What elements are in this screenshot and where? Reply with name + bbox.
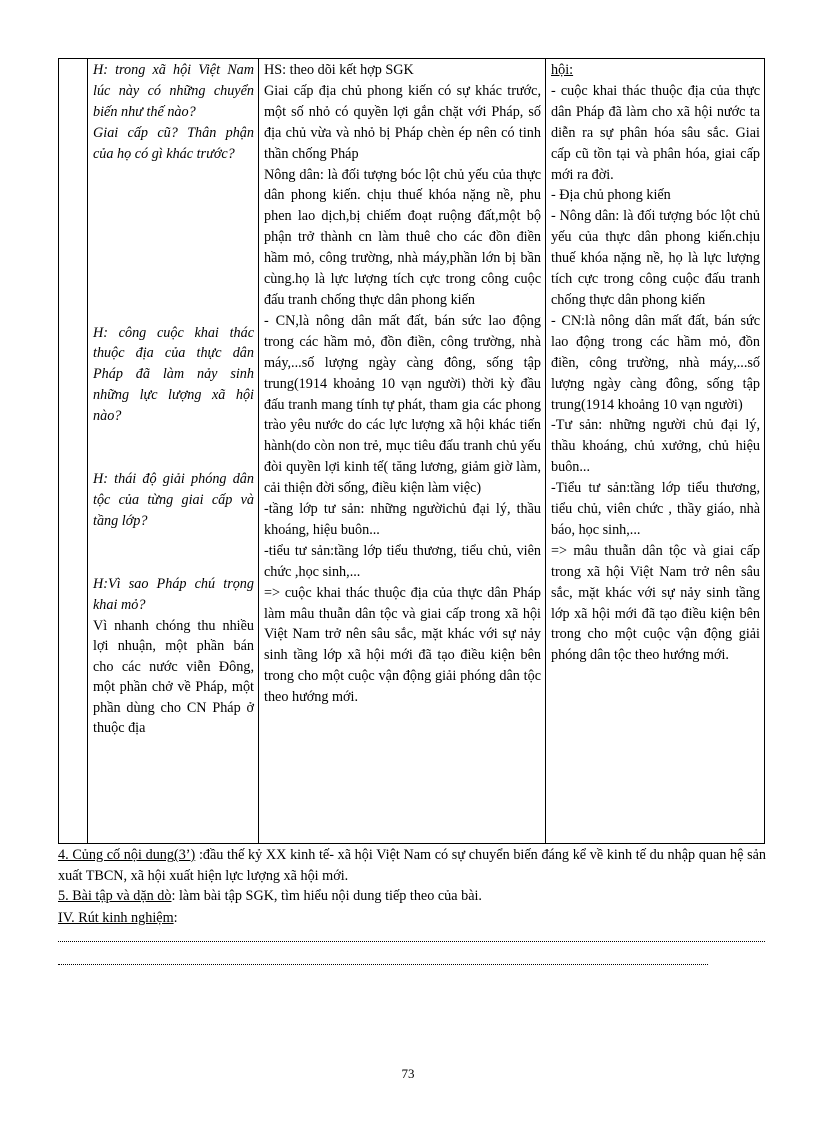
content-cell <box>546 59 765 844</box>
paragraph: - CN:là nông dân mất đất, bán sức lao động trong các hầm mỏ, đồn điền, công trường, nhà máy,...số lượng ngày càng đông, sống tập trung(1914 khoảng 10 vạn người) <box>551 312 760 413</box>
paragraph: HS: theo dõi kết hợp SGK <box>264 62 414 78</box>
paragraph: => cuộc khai thác thuộc địa của thực dân Pháp làm mâu thuẫn dân tộc và giai cấp trong xã hội Việt Nam trở nên sâu sắc, mặt khác với sự nảy sinh tầng lớp xã hội mới đã tạo điều kiện bên trong cho một cuộc vận động giải phóng dân tộc theo hướng mới. <box>264 584 541 706</box>
dotted-line <box>58 964 708 965</box>
section-text: : làm bài tập SGK, tìm hiểu nội dung tiếp theo của bài. <box>171 888 482 904</box>
experience-section <box>58 908 766 929</box>
paragraph: -tiểu tư sản:tầng lớp tiểu thương, tiểu chủ, viên chức ,học sinh,... <box>264 542 541 580</box>
paragraph: => mâu thuẫn dân tộc và giai cấp trong xã hội Việt Nam trở nên sâu sắc, mặt khác với sự nảy sinh tầng lớp xã hội mới đã tạo điều kiện bên trong cho một cuộc vận động giải phóng dân tộc theo hướng mới. <box>551 542 760 664</box>
paragraph: -Tư sản: những người chủ đại lý, thầu khoáng, chủ xưởng, chủ hiệu buôn... <box>551 417 760 476</box>
teacher-activity-cell <box>88 59 259 844</box>
table-cell-index <box>59 59 88 844</box>
question-text: H: trong xã hội Việt Nam lúc này có những chuyển biến như thế nào? Giai cấp cũ? Thân phận của họ có gì khác trước? <box>93 62 254 162</box>
section-time: (3’) <box>173 847 196 863</box>
answer-text: Vì nhanh chóng thu nhiều lợi nhuận, một phần bán cho các nước viễn Đông, một phần chở về Pháp, một phần dùng cho CN Pháp ở thuộc địa <box>93 617 254 737</box>
paragraph: - cuộc khai thác thuộc địa của thực dân Pháp đã làm cho xã hội nước ta diễn ra sự phân hóa sâu sắc. Giai cấp cũ tồn tại và phân hóa, giai cấp mới ra đời. <box>551 82 760 183</box>
section-label: 4. Củng cố nội dung <box>58 847 174 863</box>
lesson-table <box>58 58 765 844</box>
paragraph: -tầng lớp tư sản: những ngườichủ đại lý, thầu khoáng, hiệu buôn... <box>264 501 541 538</box>
question-text: H: công cuộc khai thác thuộc địa của thực dân Pháp đã làm nảy sinh những lực lượng xã hội nào? <box>93 324 254 425</box>
section-colon: : <box>173 910 178 926</box>
page-number: 73 <box>401 1066 415 1081</box>
section-label: IV. Rút kinh nghiệm <box>58 910 174 926</box>
consolidation-section <box>58 845 766 886</box>
paragraph: hội: <box>551 62 574 78</box>
paragraph: - CN,là nông dân mất đất, bán sức lao động trong các hầm mỏ, đồn điền, công trường, nhà máy,...số lượng ngày càng đông, sống tập trung(1914 khoảng 10 vạn người) thời kỳ đầu đấu tranh mang tính tự phát, tham gia các phong trào yêu nước do các lực lượng xã hội khác tiến hành(do còn non trẻ, mục tiêu đấu tranh chủ yếu đòi quyền lợi kinh tế( tăng lương, giảm giờ làm, cải thiện đời sống, điều kiện làm việc) <box>264 312 541 497</box>
student-activity-cell <box>259 59 546 844</box>
dotted-line <box>58 941 765 942</box>
paragraph: Nông dân: là đối tượng bóc lột chủ yếu của thực dân phong kiến. chịu thuế khóa nặng nề, phu phen lao dịch,bị chiếm đoạt ruộng đất,một bộ phận trở thành cn làm thuê cho các đồn điền hầm mỏ, công trường, nhà máy,phần lớn bị bần cùng.họ là lực lượng tích cực trong công cuộc đấu tranh chống thực dân phong kiến <box>264 166 541 308</box>
table-row <box>59 59 765 844</box>
question-text: H: thái độ giải phóng dân tộc của từng giai cấp và tầng lớp? <box>93 471 254 529</box>
section-text: :đầu thế kỷ XX kinh tế- xã hội Việt Nam có sự chuyển biến đáng kể về kinh tế du nhập quan hệ sản xuất TBCN, xã hội xuất hiện lực lượng xã hội mới. <box>58 847 766 884</box>
section-label: 5. Bài tập và dặn dò <box>58 888 172 904</box>
paragraph: - Địa chủ phong kiến <box>551 187 671 204</box>
paragraph: Giai cấp địa chủ phong kiến có sự khác trước, một số nhỏ có quyền lợi gắn chặt với Pháp, số địa chủ vừa và nhỏ bị Pháp chèn ép nên có tinh thần chống Pháp <box>264 82 541 162</box>
paragraph: -Tiểu tư sản:tầng lớp tiểu thương, tiểu chủ, viên chức , thầy giáo, nhà báo, học sinh,... <box>551 480 760 538</box>
paragraph: - Nông dân: là đối tượng bóc lột chủ yếu của thực dân phong kiến.chịu thuế khóa nặng nề, họ là lực lượng tích cực trong công cuộc đấu tranh chống thực dân phong kiến <box>551 208 760 308</box>
homework-section <box>58 886 766 907</box>
question-text: H:Vì sao Pháp chú trọng khai mỏ? <box>93 575 254 613</box>
